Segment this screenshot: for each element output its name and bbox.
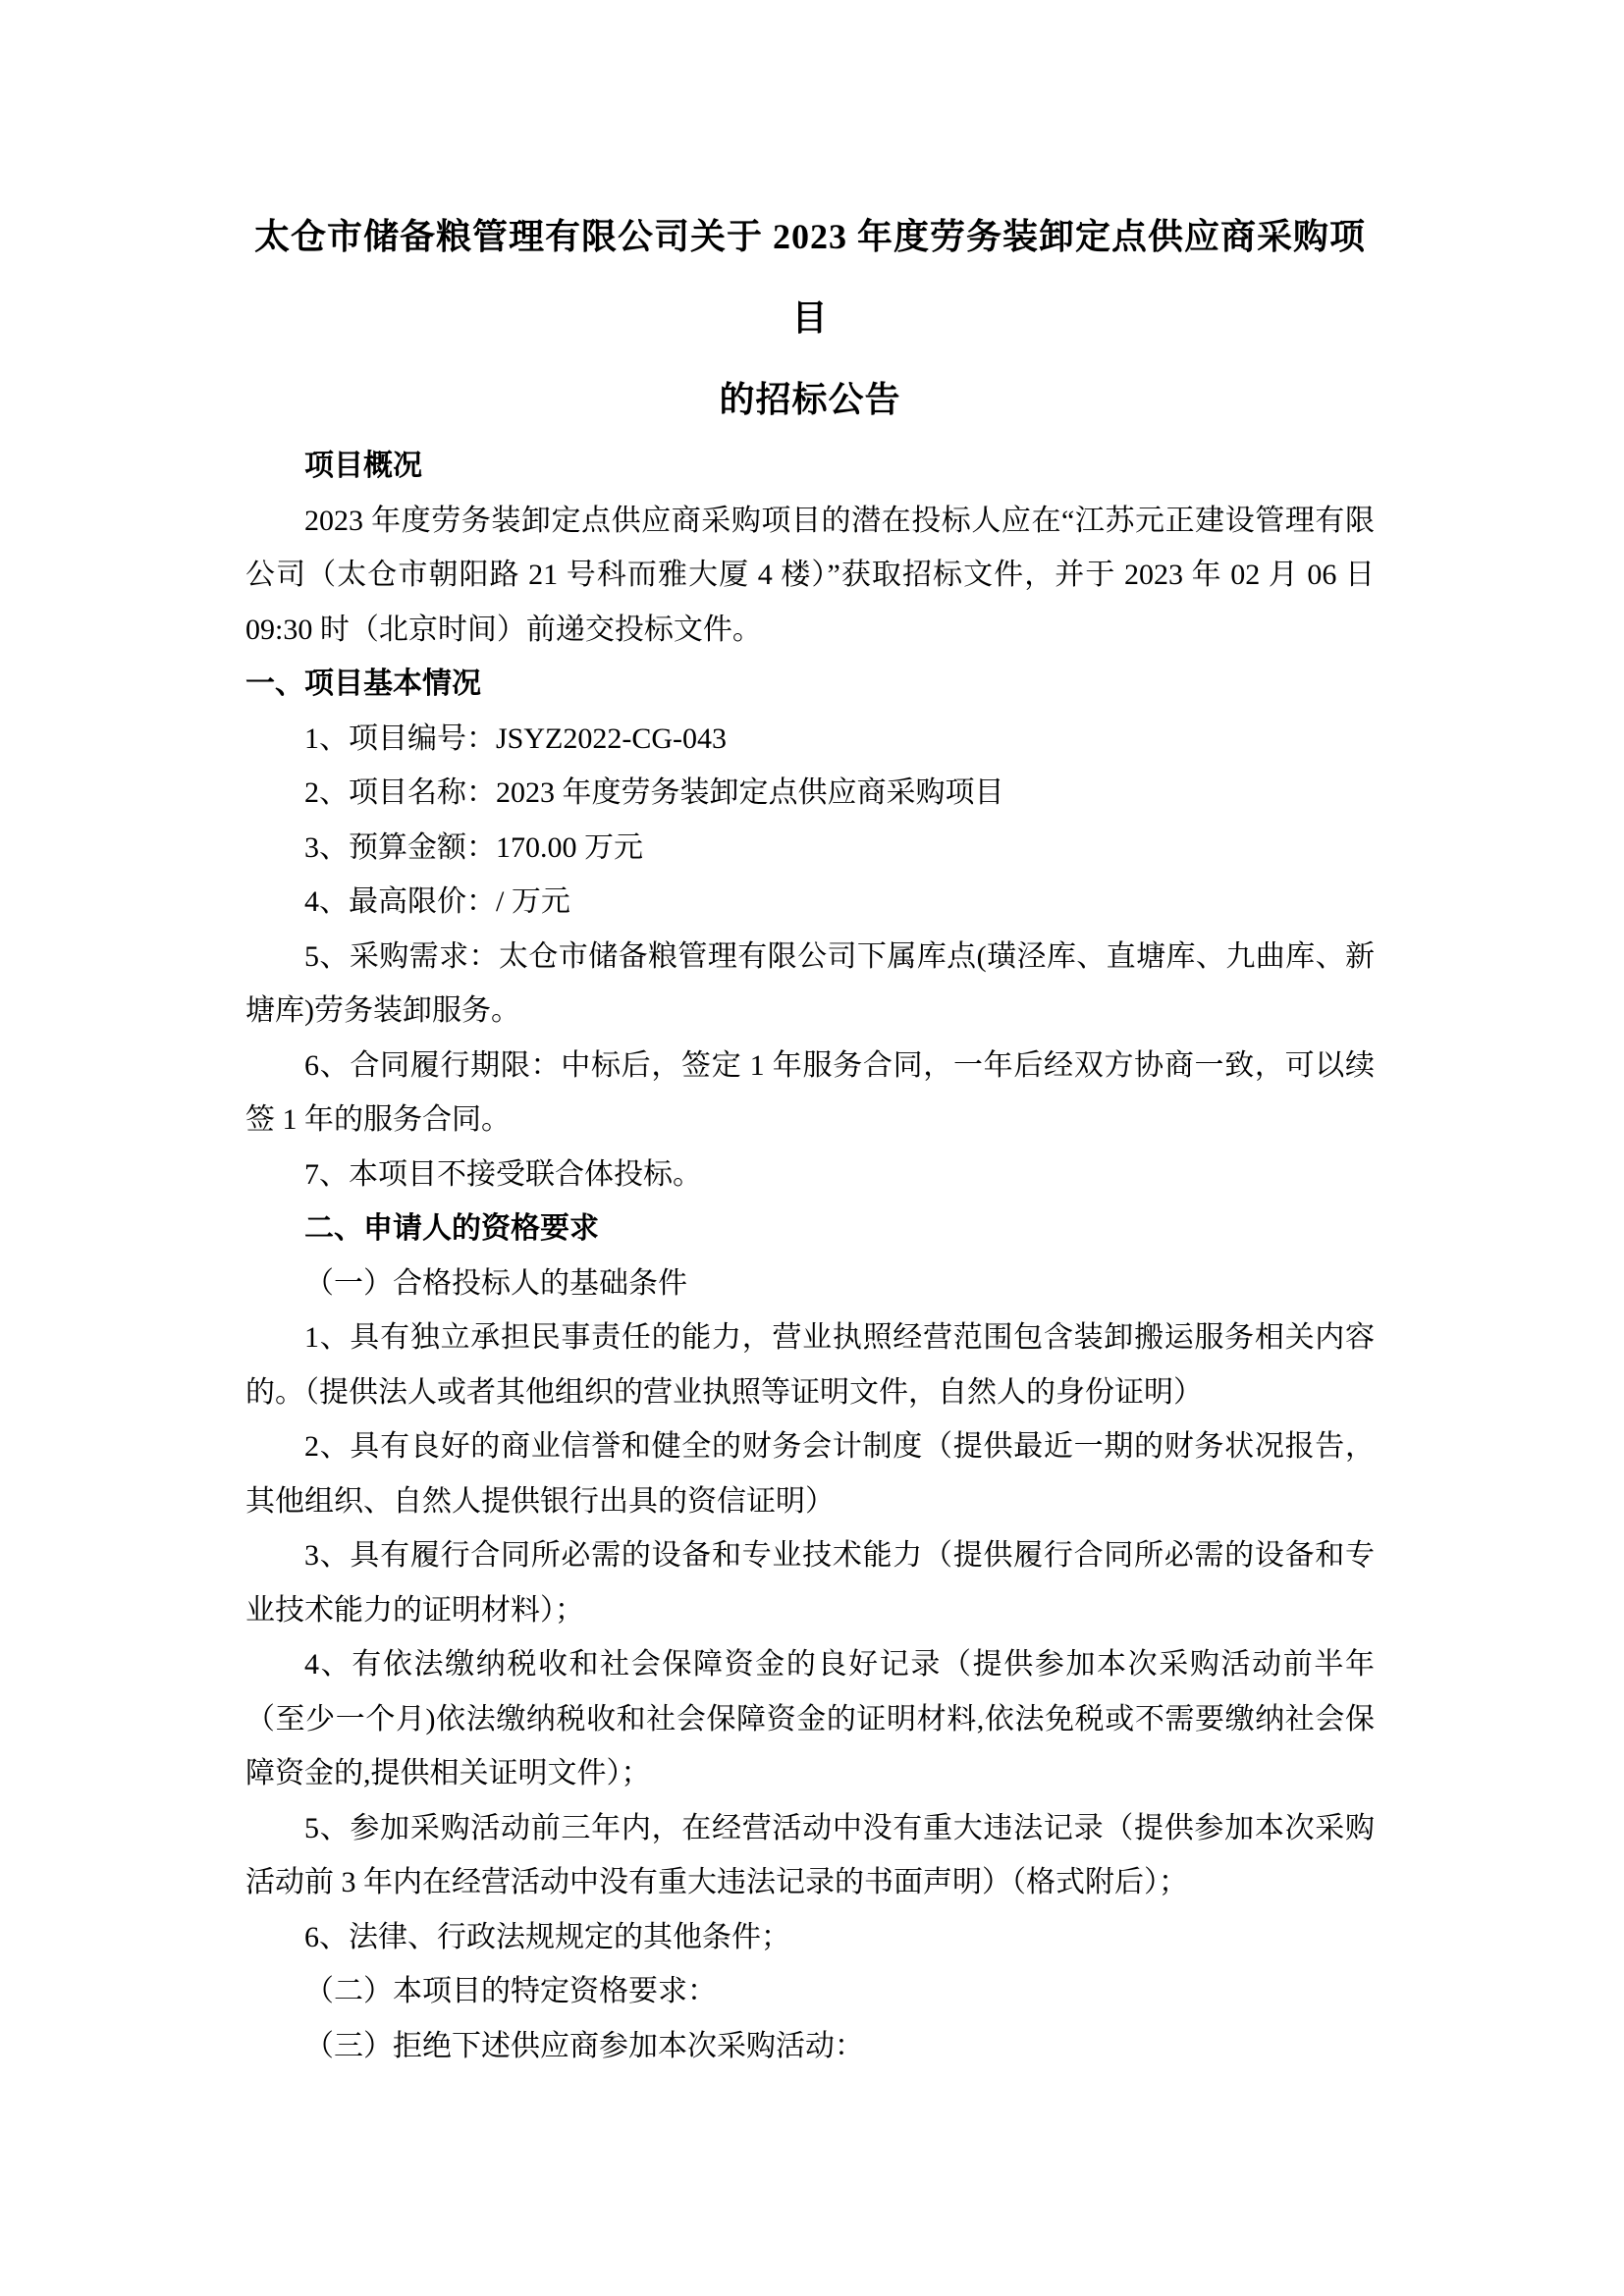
section-1-item-procurement-demand: 5、采购需求：太仓市储备粮管理有限公司下属库点(璜泾库、直塘库、九曲库、新塘库)劳务装卸服务。 — [245, 939, 1375, 1027]
section-2-sub1-item-no-violation-record: 5、参加采购活动前三年内，在经营活动中没有重大违法记录（提供参加本次采购活动前 3 年内在经营活动中没有重大违法记录的书面声明）（格式附后）； — [245, 1811, 1375, 1898]
section-2-sub1-item-equipment-capability: 3、具有履行合同所必需的设备和专业技术能力（提供履行合同所必需的设备和专业技术能力的证明材料）； — [245, 1539, 1375, 1627]
section-2-sub1-item-credit-finance: 2、具有良好的商业信誉和健全的财务会计制度（提供最近一期的财务状况报告，其他组织、自然人提供银行出具的资信证明） — [245, 1430, 1375, 1518]
section-1-item-budget: 3、预算金额：170.00 万元 — [304, 830, 643, 864]
section-2-sub1-item-tax-social-security: 4、有依法缴纳税收和社会保障资金的良好记录（提供参加本次采购活动前半年（至少一个月)依法缴纳税收和社会保障资金的证明材料,依法免税或不需要缴纳社会保障资金的,提供相关证明文件）； — [245, 1648, 1375, 1789]
section-1-item-contract-term: 6、合同履行期限：中标后，签定 1 年服务合同，一年后经双方协商一致，可以续签 1 年的服务合同。 — [245, 1048, 1375, 1136]
section-1-item-project-number: 1、项目编号：JSYZ2022-CG-043 — [304, 721, 728, 755]
section-2-heading: 二、申请人的资格要求 — [304, 1212, 599, 1245]
section-1-item-project-name: 2、项目名称：2023 年度劳务装卸定点供应商采购项目 — [304, 776, 1004, 809]
document-body — [245, 439, 1375, 2073]
overview-paragraph: 2023 年度劳务装卸定点供应商采购项目的潜在投标人应在“江苏元正建设管理有限公司（太仓市朝阳路 21 号科而雅大厦 4 楼）”获取招标文件，并于 2023 年 02 月 06 日 09:30 时（北京时间）前递交投标文件。 — [245, 504, 1375, 646]
section-2-sub1-item-other-conditions: 6、法律、行政法规规定的其他条件； — [304, 1920, 790, 1953]
section-2-sub1-item-civil-liability: 1、具有独立承担民事责任的能力，营业执照经营范围包含装卸搬运服务相关内容的。（提供法人或者其他组织的营业执照等证明文件，自然人的身份证明） — [245, 1321, 1375, 1409]
section-2-sub2-heading: （二）本项目的特定资格要求： — [304, 1975, 717, 2007]
document-title — [245, 196, 1375, 441]
section-1-item-price-cap: 4、最高限价：/ 万元 — [304, 885, 570, 918]
section-1-item-no-consortium: 7、本项目不接受联合体投标。 — [304, 1157, 702, 1191]
overview-heading: 项目概况 — [304, 450, 422, 482]
document-title-line-2: 的招标公告 — [719, 380, 901, 419]
document-title-line-1: 太仓市储备粮管理有限公司关于 2023 年度劳务装卸定点供应商采购项目 — [253, 217, 1366, 338]
section-2-sub1-heading: （一）合格投标人的基础条件 — [304, 1266, 687, 1300]
section-2-sub3-heading: （三）拒绝下述供应商参加本次采购活动： — [304, 2029, 864, 2062]
section-1-heading: 一、项目基本情况 — [245, 667, 481, 700]
